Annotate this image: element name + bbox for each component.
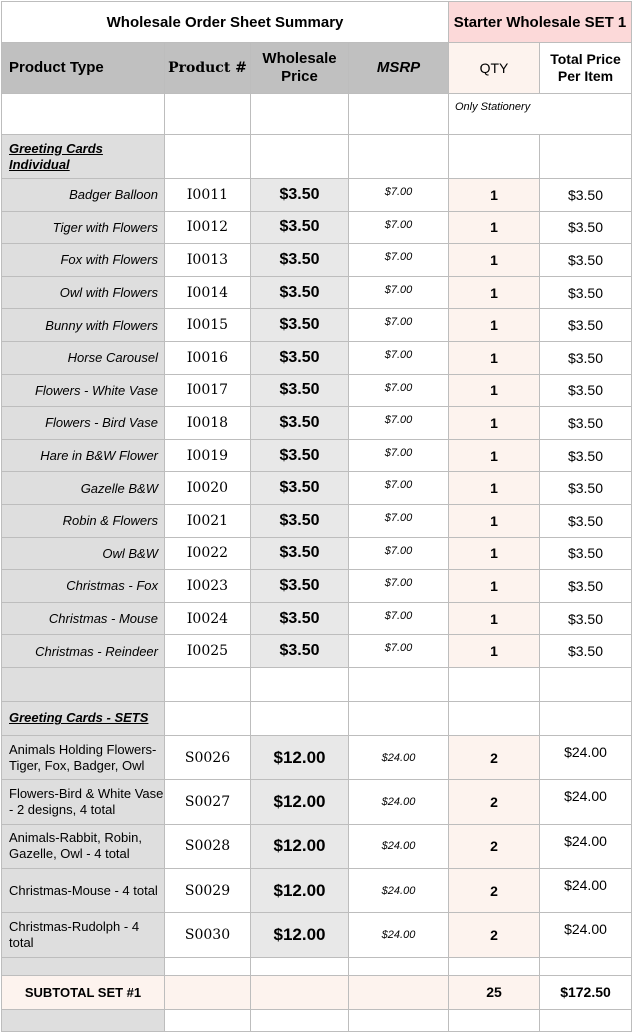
total-price: $3.50 [540,211,632,244]
msrp-price: $24.00 [349,780,449,824]
quantity: 1 [449,439,540,472]
product-number: S0027 [165,780,251,824]
product-number: I0014 [165,276,251,309]
product-number: I0015 [165,309,251,342]
product-name: Flowers - White Vase [2,374,165,407]
empty-cell [165,957,251,975]
product-number: S0030 [165,913,251,957]
wholesale-price: $3.50 [251,407,349,440]
total-price: $3.50 [540,407,632,440]
product-number: I0011 [165,179,251,212]
set-title: Starter Wholesale SET 1 [449,2,632,43]
table-row [2,570,632,603]
total-price: $3.50 [540,309,632,342]
wholesale-price: $3.50 [251,504,349,537]
total-price: $3.50 [540,635,632,668]
product-number: I0016 [165,341,251,374]
total-price: $24.00 [540,824,632,868]
total-price: $3.50 [540,602,632,635]
empty-cell [2,957,165,975]
section-individual-label: Greeting Cards Individual [2,135,165,179]
msrp-price: $7.00 [349,439,449,472]
wholesale-price: $12.00 [251,913,349,957]
total-price: $3.50 [540,341,632,374]
table-row [2,913,632,957]
product-number: I0024 [165,602,251,635]
empty-cell [251,957,349,975]
table-row [2,824,632,868]
wholesale-price: $3.50 [251,179,349,212]
product-name: Hare in B&W Flower [2,439,165,472]
msrp-price: $7.00 [349,341,449,374]
table-row [2,276,632,309]
section-sets-row [2,701,632,735]
section-sets-label: Greeting Cards - SETS [2,701,165,735]
quantity: 1 [449,407,540,440]
total-price: $3.50 [540,570,632,603]
table-row [2,780,632,824]
header-msrp: MSRP [349,43,449,94]
empty-cell [165,667,251,701]
order-table [1,1,632,1032]
wholesale-price: $3.50 [251,602,349,635]
table-row [2,439,632,472]
header-wholesale-price: Wholesale Price [251,43,349,94]
product-name: Horse Carousel [2,341,165,374]
msrp-price: $7.00 [349,211,449,244]
product-name: Robin & Flowers [2,504,165,537]
quantity: 1 [449,211,540,244]
msrp-price: $7.00 [349,570,449,603]
msrp-price: $24.00 [349,913,449,957]
table-row [2,374,632,407]
product-number: I0025 [165,635,251,668]
wholesale-price: $3.50 [251,537,349,570]
subtotal-qty: 25 [449,975,540,1009]
title-row [2,2,632,43]
empty-cell [349,957,449,975]
product-name: Owl B&W [2,537,165,570]
empty-cell [449,957,540,975]
header-qty: QTY [449,43,540,94]
wholesale-price: $3.50 [251,244,349,277]
table-row [2,869,632,913]
set-name: Christmas-Rudolph - 4 total [2,913,165,957]
product-number: I0022 [165,537,251,570]
product-number: I0013 [165,244,251,277]
empty-cell [251,975,349,1009]
total-price: $3.50 [540,374,632,407]
total-price: $24.00 [540,869,632,913]
empty-cell [349,135,449,179]
quantity: 1 [449,276,540,309]
quantity: 1 [449,244,540,277]
table-row [2,407,632,440]
wholesale-price: $12.00 [251,869,349,913]
empty-cell [449,667,540,701]
quantity: 1 [449,472,540,505]
product-number: I0023 [165,570,251,603]
spacer-row [2,957,632,975]
set-name: Christmas-Mouse - 4 total [2,869,165,913]
wholesale-price: $12.00 [251,735,349,779]
wholesale-price: $3.50 [251,211,349,244]
product-name: Gazelle B&W [2,472,165,505]
empty-cell [165,701,251,735]
table-row [2,504,632,537]
header-total-price: Total Price Per Item [540,43,632,94]
empty-cell [251,667,349,701]
quantity: 1 [449,570,540,603]
msrp-price: $7.00 [349,472,449,505]
msrp-price: $24.00 [349,824,449,868]
quantity: 1 [449,635,540,668]
empty-cell [251,1009,349,1031]
wholesale-price: $3.50 [251,635,349,668]
product-number: I0019 [165,439,251,472]
spacer-row [2,1009,632,1031]
spacer-row [2,667,632,701]
product-name: Fox with Flowers [2,244,165,277]
product-name: Tiger with Flowers [2,211,165,244]
wholesale-price: $12.00 [251,780,349,824]
msrp-price: $7.00 [349,635,449,668]
header-product-type: Product Type [2,43,165,94]
msrp-price: $7.00 [349,537,449,570]
wholesale-price: $3.50 [251,472,349,505]
table-row [2,602,632,635]
msrp-price: $7.00 [349,179,449,212]
empty-cell [449,135,540,179]
empty-cell [349,1009,449,1031]
empty-cell [2,1009,165,1031]
wholesale-price: $3.50 [251,309,349,342]
wholesale-price: $3.50 [251,570,349,603]
product-number: I0021 [165,504,251,537]
msrp-price: $24.00 [349,869,449,913]
total-price: $3.50 [540,276,632,309]
total-price: $3.50 [540,244,632,277]
table-row [2,635,632,668]
product-name: Christmas - Mouse [2,602,165,635]
empty-cell [2,667,165,701]
msrp-price: $7.00 [349,602,449,635]
empty-cell [165,94,251,135]
total-price: $3.50 [540,179,632,212]
product-number: I0017 [165,374,251,407]
product-number: S0026 [165,735,251,779]
quantity: 1 [449,374,540,407]
product-number: S0029 [165,869,251,913]
empty-cell [349,701,449,735]
product-name: Badger Balloon [2,179,165,212]
msrp-price: $7.00 [349,374,449,407]
empty-cell [2,94,165,135]
empty-cell [251,701,349,735]
table-row [2,341,632,374]
product-number: I0020 [165,472,251,505]
wholesale-price: $3.50 [251,276,349,309]
quantity: 2 [449,780,540,824]
quantity: 1 [449,179,540,212]
empty-cell [165,135,251,179]
empty-cell [540,957,632,975]
empty-cell [165,1009,251,1031]
empty-cell [349,975,449,1009]
set-name: Flowers-Bird & White Vase - 2 designs, 4 total [2,780,165,824]
stationery-note: Only Stationery [449,94,632,135]
section-individual-row [2,135,632,179]
quantity: 2 [449,735,540,779]
quantity: 2 [449,913,540,957]
table-row [2,537,632,570]
product-name: Christmas - Reindeer [2,635,165,668]
table-row [2,309,632,342]
quantity: 1 [449,537,540,570]
product-number: S0028 [165,824,251,868]
table-row [2,211,632,244]
total-price: $24.00 [540,913,632,957]
product-name: Bunny with Flowers [2,309,165,342]
quantity: 1 [449,341,540,374]
empty-cell [540,667,632,701]
quantity: 2 [449,869,540,913]
product-name: Christmas - Fox [2,570,165,603]
empty-cell [540,701,632,735]
msrp-price: $24.00 [349,735,449,779]
total-price: $24.00 [540,780,632,824]
wholesale-price: $3.50 [251,374,349,407]
wholesale-price: $3.50 [251,439,349,472]
quantity: 2 [449,824,540,868]
quantity: 1 [449,504,540,537]
empty-cell [349,94,449,135]
empty-cell [349,667,449,701]
product-number: I0012 [165,211,251,244]
wholesale-price: $12.00 [251,824,349,868]
msrp-price: $7.00 [349,276,449,309]
wholesale-price: $3.50 [251,341,349,374]
empty-cell [251,135,349,179]
total-price: $3.50 [540,439,632,472]
empty-cell [449,701,540,735]
total-price: $3.50 [540,472,632,505]
msrp-price: $7.00 [349,504,449,537]
subtotal-total: $172.50 [540,975,632,1009]
subtotal-label: SUBTOTAL SET #1 [2,975,165,1009]
msrp-price: $7.00 [349,244,449,277]
subtotal-row [2,975,632,1009]
empty-cell [540,135,632,179]
note-row [2,94,632,135]
header-row [2,43,632,94]
table-row [2,244,632,277]
table-row [2,179,632,212]
total-price: $3.50 [540,537,632,570]
quantity: 1 [449,602,540,635]
product-name: Flowers - Bird Vase [2,407,165,440]
total-price: $24.00 [540,735,632,779]
total-price: $3.50 [540,504,632,537]
empty-cell [449,1009,540,1031]
empty-cell [165,975,251,1009]
header-product-number: Product # [165,43,251,94]
empty-cell [251,94,349,135]
empty-cell [540,1009,632,1031]
set-name: Animals-Rabbit, Robin, Gazelle, Owl - 4 total [2,824,165,868]
msrp-price: $7.00 [349,407,449,440]
table-row [2,735,632,779]
sheet-title: Wholesale Order Sheet Summary [2,2,449,43]
table-row [2,472,632,505]
msrp-price: $7.00 [349,309,449,342]
product-number: I0018 [165,407,251,440]
set-name: Animals Holding Flowers- Tiger, Fox, Badger, Owl [2,735,165,779]
product-name: Owl with Flowers [2,276,165,309]
quantity: 1 [449,309,540,342]
